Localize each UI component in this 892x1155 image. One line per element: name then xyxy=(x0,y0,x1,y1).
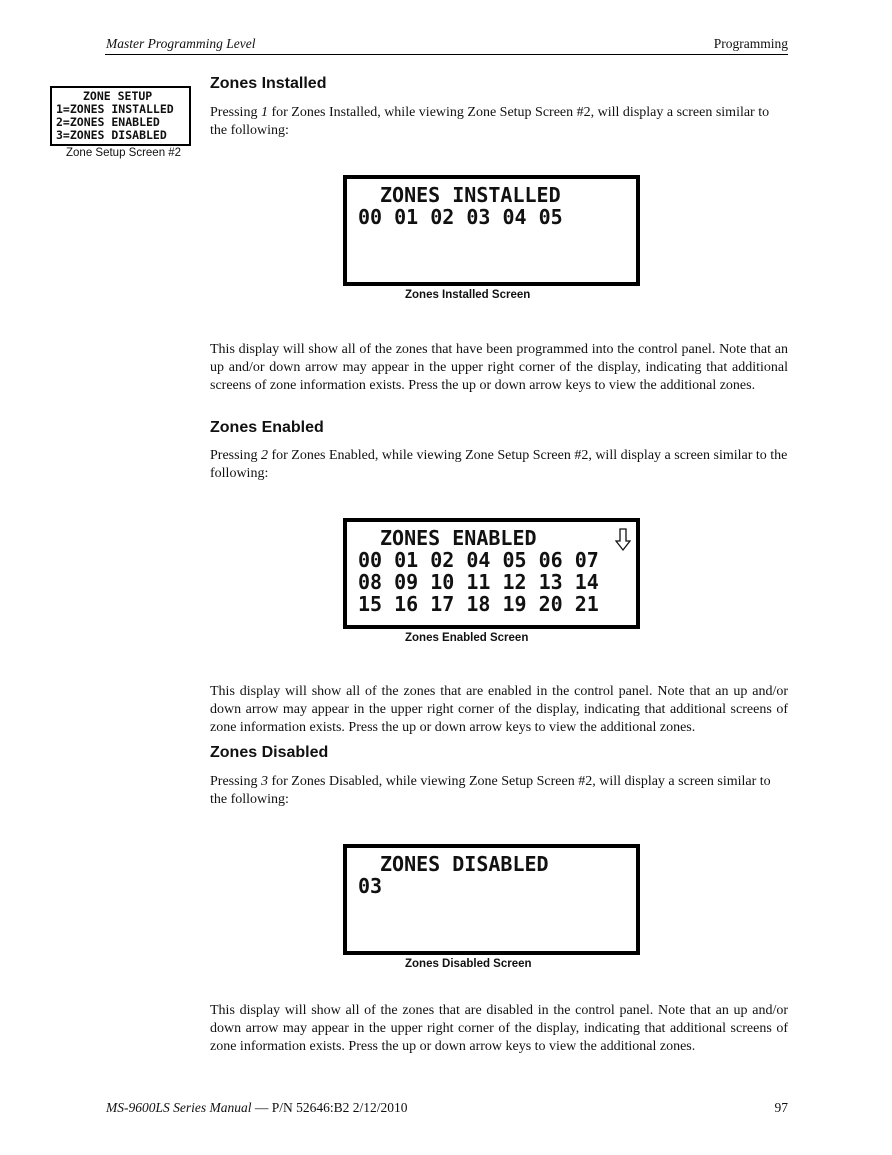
screen-line: ZONE SETUP xyxy=(83,89,153,103)
screen-line: 2=ZONES ENABLED xyxy=(56,115,160,129)
section-intro: Pressing 1 for Zones Installed, while viewing Zone Setup Screen #2, will display a screen similar to the following: xyxy=(210,105,770,138)
figure-caption: Zones Installed Screen xyxy=(405,289,531,301)
zones-enabled-screen xyxy=(343,518,640,629)
screen-line: 00 01 02 04 05 06 07 xyxy=(358,548,599,572)
section-body: This display will show all of the zones that have been programmed into the control panel. Note that an up and/or down arrow may appear in the upper right corner of the display, indicating that additional screens of zone information exists. Press the up or down arrow keys to view the additional zones. xyxy=(210,342,788,393)
down-arrow-icon xyxy=(615,528,631,552)
screen-line: 3=ZONES DISABLED xyxy=(56,128,167,142)
footer-manual-title: MS-9600LS Series Manual xyxy=(106,1100,252,1115)
screen-line: ZONES INSTALLED xyxy=(380,183,561,207)
section-body: This display will show all of the zones that are enabled in the control panel. Note that an up and/or down arrow may appear in the upper right corner of the display, indicating that additional screens of zone information exists. Press the up or down arrow keys to view the additional zones. xyxy=(210,684,788,735)
running-header-right: Programming xyxy=(713,36,788,51)
screen-line: 03 xyxy=(358,874,383,898)
screen-line: ZONES DISABLED xyxy=(380,852,549,876)
screen-line: 1=ZONES INSTALLED xyxy=(56,102,174,116)
section-intro: Pressing 2 for Zones Enabled, while viewing Zone Setup Screen #2, will display a screen similar to the following: xyxy=(210,448,788,481)
section-body: This display will show all of the zones that are disabled in the control panel. Note that an up and/or down arrow may appear in the upper right corner of the display, indicating that additional screens of zone information exists. Press the up or down arrow keys to view the additional zones. xyxy=(210,1003,788,1054)
zones-installed-screen xyxy=(343,175,640,286)
zone-setup-screen xyxy=(50,86,191,146)
running-header-left: Master Programming Level xyxy=(106,36,256,51)
section-heading: Zones Installed xyxy=(210,75,327,92)
header-rule xyxy=(105,54,788,55)
figure-caption: Zones Disabled Screen xyxy=(405,958,532,970)
figure-caption: Zone Setup Screen #2 xyxy=(66,147,182,159)
screen-line: 15 16 17 18 19 20 21 xyxy=(358,592,599,616)
figure-caption: Zones Enabled Screen xyxy=(405,632,529,644)
section-intro: Pressing 3 for Zones Disabled, while viewing Zone Setup Screen #2, will display a screen similar to the following: xyxy=(210,774,771,807)
section-heading: Zones Enabled xyxy=(210,419,324,436)
screen-line: 00 01 02 03 04 05 xyxy=(358,205,563,229)
footer-manual-info xyxy=(106,1100,408,1116)
section-heading: Zones Disabled xyxy=(210,744,329,761)
screen-line: 08 09 10 11 12 13 14 xyxy=(358,570,599,594)
screen-line: ZONES ENABLED xyxy=(380,526,537,550)
footer-part-number: — P/N 52646:B2 2/12/2010 xyxy=(251,1100,408,1115)
zones-disabled-screen xyxy=(343,844,640,955)
page-number: 97 xyxy=(774,1100,788,1115)
